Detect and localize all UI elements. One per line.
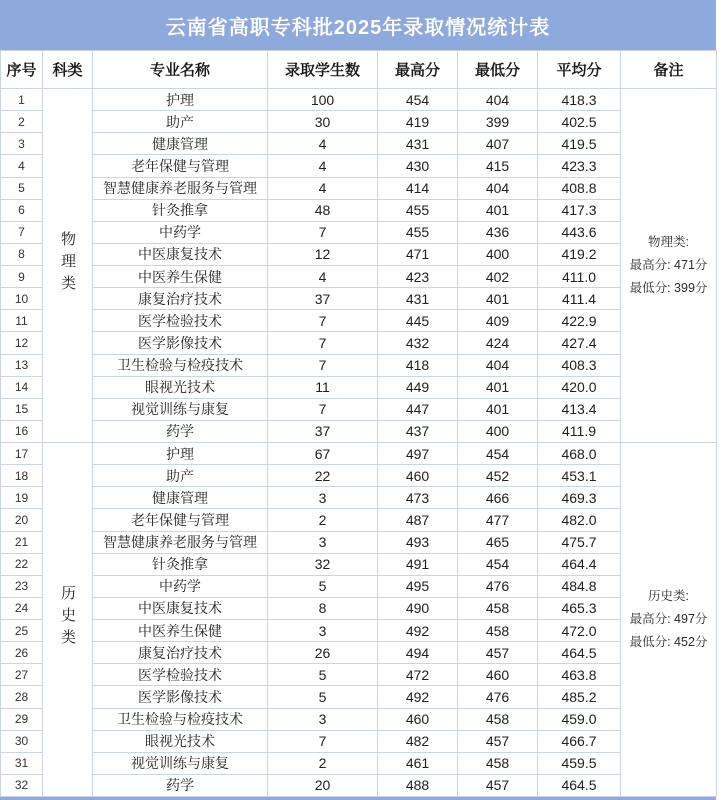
major-name-cell: 中医康复技术 [93, 597, 268, 619]
min-score-cell: 400 [458, 243, 538, 265]
column-header-remark: 备注 [621, 51, 717, 89]
avg-score-cell: 411.0 [538, 266, 621, 288]
admitted-count-cell: 37 [268, 420, 378, 442]
min-score-cell: 402 [458, 266, 538, 288]
major-name-cell: 中医养生保健 [93, 620, 268, 642]
major-name-cell: 中药学 [93, 221, 268, 243]
max-score-cell: 473 [378, 487, 458, 509]
max-score-cell: 490 [378, 597, 458, 619]
admitted-count-cell: 30 [268, 111, 378, 133]
column-header-max: 最高分 [378, 51, 458, 89]
max-score-cell: 423 [378, 266, 458, 288]
max-score-cell: 419 [378, 111, 458, 133]
table-row [1, 443, 717, 465]
major-name-cell: 智慧健康养老服务与管理 [93, 177, 268, 199]
row-number-cell: 11 [1, 310, 43, 332]
major-name-cell: 助产 [93, 111, 268, 133]
max-score-cell: 455 [378, 199, 458, 221]
max-score-cell: 461 [378, 752, 458, 774]
table-row [1, 266, 717, 288]
max-score-cell: 445 [378, 310, 458, 332]
avg-score-cell: 418.3 [538, 89, 621, 111]
avg-score-cell: 419.5 [538, 133, 621, 155]
min-score-cell: 457 [458, 642, 538, 664]
table-row [1, 708, 717, 730]
min-score-cell: 424 [458, 332, 538, 354]
header-row [1, 51, 717, 89]
admitted-count-cell: 4 [268, 155, 378, 177]
max-score-cell: 455 [378, 221, 458, 243]
table-row [1, 288, 717, 310]
row-number-cell: 25 [1, 620, 43, 642]
min-score-cell: 401 [458, 376, 538, 398]
admitted-count-cell: 5 [268, 575, 378, 597]
max-score-cell: 460 [378, 708, 458, 730]
avg-score-cell: 443.6 [538, 221, 621, 243]
admitted-count-cell: 7 [268, 354, 378, 376]
major-name-cell: 医学影像技术 [93, 332, 268, 354]
avg-score-cell: 464.4 [538, 553, 621, 575]
table-row [1, 774, 717, 796]
table-row [1, 332, 717, 354]
major-name-cell: 健康管理 [93, 487, 268, 509]
remark-line: 最低分: 399分 [629, 281, 708, 296]
min-score-cell: 477 [458, 509, 538, 531]
avg-score-cell: 427.4 [538, 332, 621, 354]
max-score-cell: 460 [378, 465, 458, 487]
major-name-cell: 老年保健与管理 [93, 155, 268, 177]
admitted-count-cell: 2 [268, 509, 378, 531]
major-name-cell: 药学 [93, 774, 268, 796]
admitted-count-cell: 5 [268, 664, 378, 686]
table-row [1, 553, 717, 575]
column-header-major: 专业名称 [93, 51, 268, 89]
min-score-cell: 404 [458, 177, 538, 199]
row-number-cell: 15 [1, 398, 43, 420]
column-header-category: 科类 [43, 51, 93, 89]
category-cell [43, 443, 93, 797]
max-score-cell: 430 [378, 155, 458, 177]
max-score-cell: 471 [378, 243, 458, 265]
major-name-cell: 医学影像技术 [93, 686, 268, 708]
row-number-cell: 21 [1, 531, 43, 553]
row-number-cell: 7 [1, 221, 43, 243]
table-row [1, 465, 717, 487]
max-score-cell: 494 [378, 642, 458, 664]
row-number-cell: 1 [1, 89, 43, 111]
major-name-cell: 视觉训练与康复 [93, 752, 268, 774]
row-number-cell: 28 [1, 686, 43, 708]
category-cell [43, 89, 93, 443]
min-score-cell: 460 [458, 664, 538, 686]
max-score-cell: 431 [378, 288, 458, 310]
avg-score-cell: 422.9 [538, 310, 621, 332]
avg-score-cell: 453.1 [538, 465, 621, 487]
avg-score-cell: 469.3 [538, 487, 621, 509]
table-row [1, 509, 717, 531]
avg-score-cell: 464.5 [538, 774, 621, 796]
table-row [1, 398, 717, 420]
row-number-cell: 19 [1, 487, 43, 509]
column-header-avg: 平均分 [538, 51, 621, 89]
admitted-count-cell: 2 [268, 752, 378, 774]
avg-score-cell: 468.0 [538, 443, 621, 465]
admitted-count-cell: 20 [268, 774, 378, 796]
major-name-cell: 卫生检验与检疫技术 [93, 354, 268, 376]
table-row [1, 420, 717, 442]
major-name-cell: 康复治疗技术 [93, 642, 268, 664]
avg-score-cell: 459.5 [538, 752, 621, 774]
admitted-count-cell: 4 [268, 177, 378, 199]
table-row [1, 177, 717, 199]
avg-score-cell: 408.8 [538, 177, 621, 199]
remark-line: 最低分: 452分 [629, 635, 708, 650]
admitted-count-cell: 100 [268, 89, 378, 111]
row-number-cell: 17 [1, 443, 43, 465]
major-name-cell: 医学检验技术 [93, 664, 268, 686]
row-number-cell: 20 [1, 509, 43, 531]
avg-score-cell: 413.4 [538, 398, 621, 420]
table-body [1, 89, 717, 797]
max-score-cell: 495 [378, 575, 458, 597]
table-row [1, 752, 717, 774]
row-number-cell: 24 [1, 597, 43, 619]
min-score-cell: 458 [458, 708, 538, 730]
max-score-cell: 432 [378, 332, 458, 354]
max-score-cell: 497 [378, 443, 458, 465]
avg-score-cell: 417.3 [538, 199, 621, 221]
remark-line: 最高分: 497分 [629, 611, 708, 626]
min-score-cell: 409 [458, 310, 538, 332]
remark-line: 历史类: [648, 588, 689, 603]
min-score-cell: 454 [458, 553, 538, 575]
admitted-count-cell: 4 [268, 266, 378, 288]
admitted-count-cell: 7 [268, 332, 378, 354]
min-score-cell: 401 [458, 288, 538, 310]
table-row [1, 354, 717, 376]
table-row [1, 730, 717, 752]
avg-score-cell: 423.3 [538, 155, 621, 177]
column-header-min: 最低分 [458, 51, 538, 89]
major-name-cell: 健康管理 [93, 133, 268, 155]
admitted-count-cell: 7 [268, 398, 378, 420]
max-score-cell: 447 [378, 398, 458, 420]
remark-cell [621, 89, 717, 443]
major-name-cell: 卫生检验与检疫技术 [93, 708, 268, 730]
min-score-cell: 407 [458, 133, 538, 155]
min-score-cell: 404 [458, 89, 538, 111]
min-score-cell: 458 [458, 752, 538, 774]
avg-score-cell: 472.0 [538, 620, 621, 642]
min-score-cell: 458 [458, 620, 538, 642]
admitted-count-cell: 3 [268, 487, 378, 509]
max-score-cell: 492 [378, 620, 458, 642]
row-number-cell: 23 [1, 575, 43, 597]
admitted-count-cell: 3 [268, 708, 378, 730]
admission-stats-table [0, 50, 717, 797]
major-name-cell: 康复治疗技术 [93, 288, 268, 310]
major-name-cell: 药学 [93, 420, 268, 442]
max-score-cell: 482 [378, 730, 458, 752]
row-number-cell: 26 [1, 642, 43, 664]
admitted-count-cell: 67 [268, 443, 378, 465]
row-number-cell: 18 [1, 465, 43, 487]
admitted-count-cell: 7 [268, 221, 378, 243]
major-name-cell: 医学检验技术 [93, 310, 268, 332]
table-row [1, 376, 717, 398]
max-score-cell: 492 [378, 686, 458, 708]
min-score-cell: 476 [458, 575, 538, 597]
avg-score-cell: 411.9 [538, 420, 621, 442]
row-number-cell: 32 [1, 774, 43, 796]
row-number-cell: 5 [1, 177, 43, 199]
max-score-cell: 449 [378, 376, 458, 398]
row-number-cell: 8 [1, 243, 43, 265]
major-name-cell: 助产 [93, 465, 268, 487]
remark-line: 物理类: [648, 234, 689, 249]
row-number-cell: 4 [1, 155, 43, 177]
min-score-cell: 404 [458, 354, 538, 376]
remark-line: 最高分: 471分 [629, 257, 708, 272]
table-row [1, 310, 717, 332]
row-number-cell: 12 [1, 332, 43, 354]
admitted-count-cell: 32 [268, 553, 378, 575]
max-score-cell: 431 [378, 133, 458, 155]
table-row [1, 89, 717, 111]
min-score-cell: 466 [458, 487, 538, 509]
major-name-cell: 智慧健康养老服务与管理 [93, 531, 268, 553]
min-score-cell: 465 [458, 531, 538, 553]
remark-cell [621, 443, 717, 797]
admitted-count-cell: 4 [268, 133, 378, 155]
admitted-count-cell: 8 [268, 597, 378, 619]
max-score-cell: 488 [378, 774, 458, 796]
admitted-count-cell: 3 [268, 620, 378, 642]
avg-score-cell: 411.4 [538, 288, 621, 310]
major-name-cell: 视觉训练与康复 [93, 398, 268, 420]
major-name-cell: 护理 [93, 89, 268, 111]
max-score-cell: 414 [378, 177, 458, 199]
min-score-cell: 400 [458, 420, 538, 442]
row-number-cell: 30 [1, 730, 43, 752]
table-row [1, 686, 717, 708]
category-label: 历史类 [59, 585, 76, 651]
table-row [1, 575, 717, 597]
min-score-cell: 436 [458, 221, 538, 243]
avg-score-cell: 482.0 [538, 509, 621, 531]
min-score-cell: 457 [458, 774, 538, 796]
max-score-cell: 491 [378, 553, 458, 575]
max-score-cell: 472 [378, 664, 458, 686]
table-row [1, 133, 717, 155]
table-row [1, 199, 717, 221]
avg-score-cell: 464.5 [538, 642, 621, 664]
table-row [1, 221, 717, 243]
page-title: 云南省高职专科批2025年录取情况统计表 [165, 16, 551, 39]
major-name-cell: 护理 [93, 443, 268, 465]
row-number-cell: 31 [1, 752, 43, 774]
major-name-cell: 针灸推拿 [93, 553, 268, 575]
major-name-cell: 老年保健与管理 [93, 509, 268, 531]
avg-score-cell: 475.7 [538, 531, 621, 553]
min-score-cell: 401 [458, 398, 538, 420]
major-name-cell: 眼视光技术 [93, 376, 268, 398]
min-score-cell: 415 [458, 155, 538, 177]
category-label: 物理类 [59, 231, 76, 297]
row-number-cell: 9 [1, 266, 43, 288]
table-row [1, 243, 717, 265]
table-row [1, 111, 717, 133]
min-score-cell: 399 [458, 111, 538, 133]
row-number-cell: 10 [1, 288, 43, 310]
row-number-cell: 3 [1, 133, 43, 155]
admitted-count-cell: 48 [268, 199, 378, 221]
major-name-cell: 中医养生保健 [93, 266, 268, 288]
row-number-cell: 2 [1, 111, 43, 133]
column-header-no: 序号 [1, 51, 43, 89]
max-score-cell: 493 [378, 531, 458, 553]
table-row [1, 642, 717, 664]
row-number-cell: 13 [1, 354, 43, 376]
min-score-cell: 401 [458, 199, 538, 221]
avg-score-cell: 420.0 [538, 376, 621, 398]
avg-score-cell: 419.2 [538, 243, 621, 265]
table-row [1, 597, 717, 619]
row-number-cell: 29 [1, 708, 43, 730]
min-score-cell: 457 [458, 730, 538, 752]
table-row [1, 620, 717, 642]
major-name-cell: 眼视光技术 [93, 730, 268, 752]
avg-score-cell: 408.3 [538, 354, 621, 376]
avg-score-cell: 402.5 [538, 111, 621, 133]
table-row [1, 664, 717, 686]
column-header-count: 录取学生数 [268, 51, 378, 89]
table-row [1, 487, 717, 509]
table-row [1, 155, 717, 177]
avg-score-cell: 463.8 [538, 664, 621, 686]
min-score-cell: 452 [458, 465, 538, 487]
table-header [1, 51, 717, 89]
admitted-count-cell: 7 [268, 310, 378, 332]
avg-score-cell: 485.2 [538, 686, 621, 708]
major-name-cell: 中医康复技术 [93, 243, 268, 265]
min-score-cell: 458 [458, 597, 538, 619]
table-title-bar [0, 0, 716, 50]
avg-score-cell: 484.8 [538, 575, 621, 597]
admitted-count-cell: 3 [268, 531, 378, 553]
major-name-cell: 中药学 [93, 575, 268, 597]
admitted-count-cell: 5 [268, 686, 378, 708]
admitted-count-cell: 11 [268, 376, 378, 398]
avg-score-cell: 465.3 [538, 597, 621, 619]
max-score-cell: 487 [378, 509, 458, 531]
admitted-count-cell: 12 [268, 243, 378, 265]
max-score-cell: 418 [378, 354, 458, 376]
row-number-cell: 14 [1, 376, 43, 398]
row-number-cell: 27 [1, 664, 43, 686]
admitted-count-cell: 26 [268, 642, 378, 664]
table-row [1, 531, 717, 553]
admitted-count-cell: 22 [268, 465, 378, 487]
row-number-cell: 16 [1, 420, 43, 442]
avg-score-cell: 459.0 [538, 708, 621, 730]
max-score-cell: 454 [378, 89, 458, 111]
major-name-cell: 针灸推拿 [93, 199, 268, 221]
row-number-cell: 6 [1, 199, 43, 221]
admitted-count-cell: 37 [268, 288, 378, 310]
min-score-cell: 454 [458, 443, 538, 465]
avg-score-cell: 466.7 [538, 730, 621, 752]
min-score-cell: 476 [458, 686, 538, 708]
max-score-cell: 437 [378, 420, 458, 442]
admitted-count-cell: 7 [268, 730, 378, 752]
row-number-cell: 22 [1, 553, 43, 575]
